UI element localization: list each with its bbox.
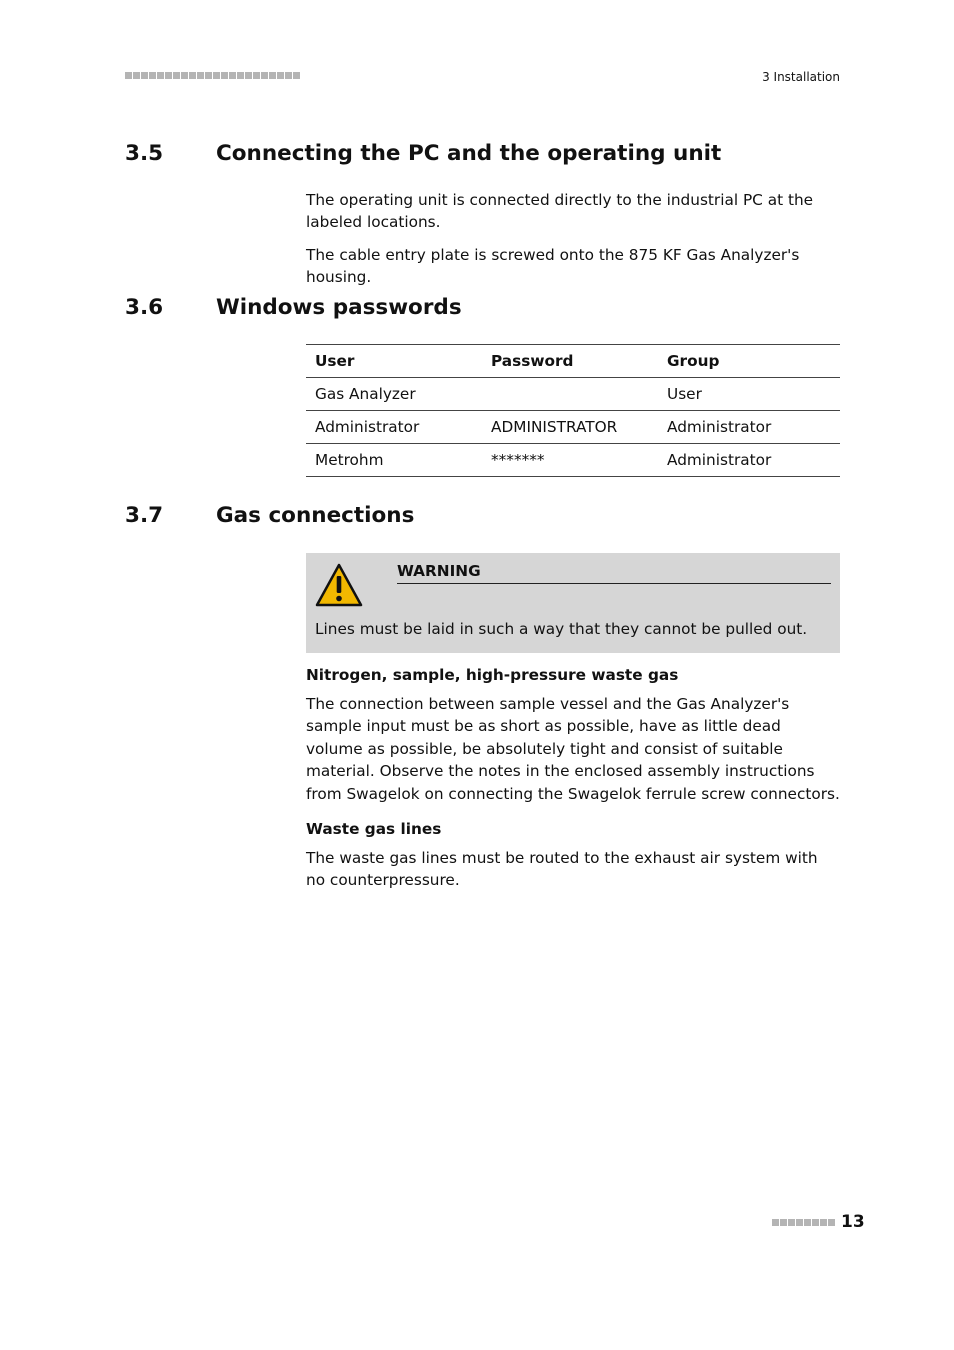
table-header-row <box>306 345 840 378</box>
warning-title: WARNING <box>397 562 831 584</box>
table-cell <box>482 378 658 411</box>
paragraph: The connection between sample vessel and the Gas Analyzer's sample input must be as short as possible, have as little dead volume as possible, be absolutely tight and consist of suitable material. Observe the notes in the enclosed assembly instructions from Swagelok on connecting the Swagelok ferrule screw connectors. <box>306 695 840 803</box>
table-cell: User <box>658 378 840 411</box>
paragraph: The operating unit is connected directly to the industrial PC at the labeled locations. <box>306 191 814 232</box>
warning-triangle-icon <box>315 563 363 607</box>
table-row <box>306 411 840 444</box>
section-title: Connecting the PC and the operating unit <box>216 141 722 166</box>
column-header: Password <box>482 345 658 378</box>
table-cell: Administrator <box>658 444 840 477</box>
column-header: User <box>306 345 482 378</box>
subheading: Nitrogen, sample, high-pressure waste gas <box>306 666 679 684</box>
section-number: 3.5 <box>125 141 164 166</box>
column-header: Group <box>658 345 840 378</box>
chapter-header: 3 Installation <box>762 70 840 84</box>
table-cell: Administrator <box>306 411 482 444</box>
table-cell: ******* <box>482 444 658 477</box>
table-cell: ADMINISTRATOR <box>482 411 658 444</box>
subheading: Waste gas lines <box>306 820 442 838</box>
paragraph: The cable entry plate is screwed onto the 875 KF Gas Analyzer's housing. <box>306 246 800 287</box>
table-cell: Metrohm <box>306 444 482 477</box>
table-cell: Administrator <box>658 411 840 444</box>
table-row <box>306 444 840 477</box>
section-heading-3-7 <box>125 503 414 528</box>
table-cell: Gas Analyzer <box>306 378 482 411</box>
section-number: 3.7 <box>125 503 164 528</box>
section-title: Gas connections <box>216 503 415 528</box>
table-row <box>306 378 840 411</box>
passwords-table <box>306 344 840 477</box>
warning-text: Lines must be laid in such a way that they cannot be pulled out. <box>315 620 808 638</box>
header-decoration <box>125 72 300 79</box>
page-number: 13 <box>841 1212 865 1232</box>
section-title: Windows passwords <box>216 295 462 320</box>
paragraph: The waste gas lines must be routed to the exhaust air system with no counterpressure. <box>306 849 818 890</box>
warning-box <box>306 553 840 653</box>
footer-decoration <box>772 1219 835 1226</box>
page-footer <box>772 1212 865 1232</box>
section-heading-3-5 <box>125 141 721 166</box>
section-heading-3-6 <box>125 295 462 320</box>
section-number: 3.6 <box>125 295 164 320</box>
